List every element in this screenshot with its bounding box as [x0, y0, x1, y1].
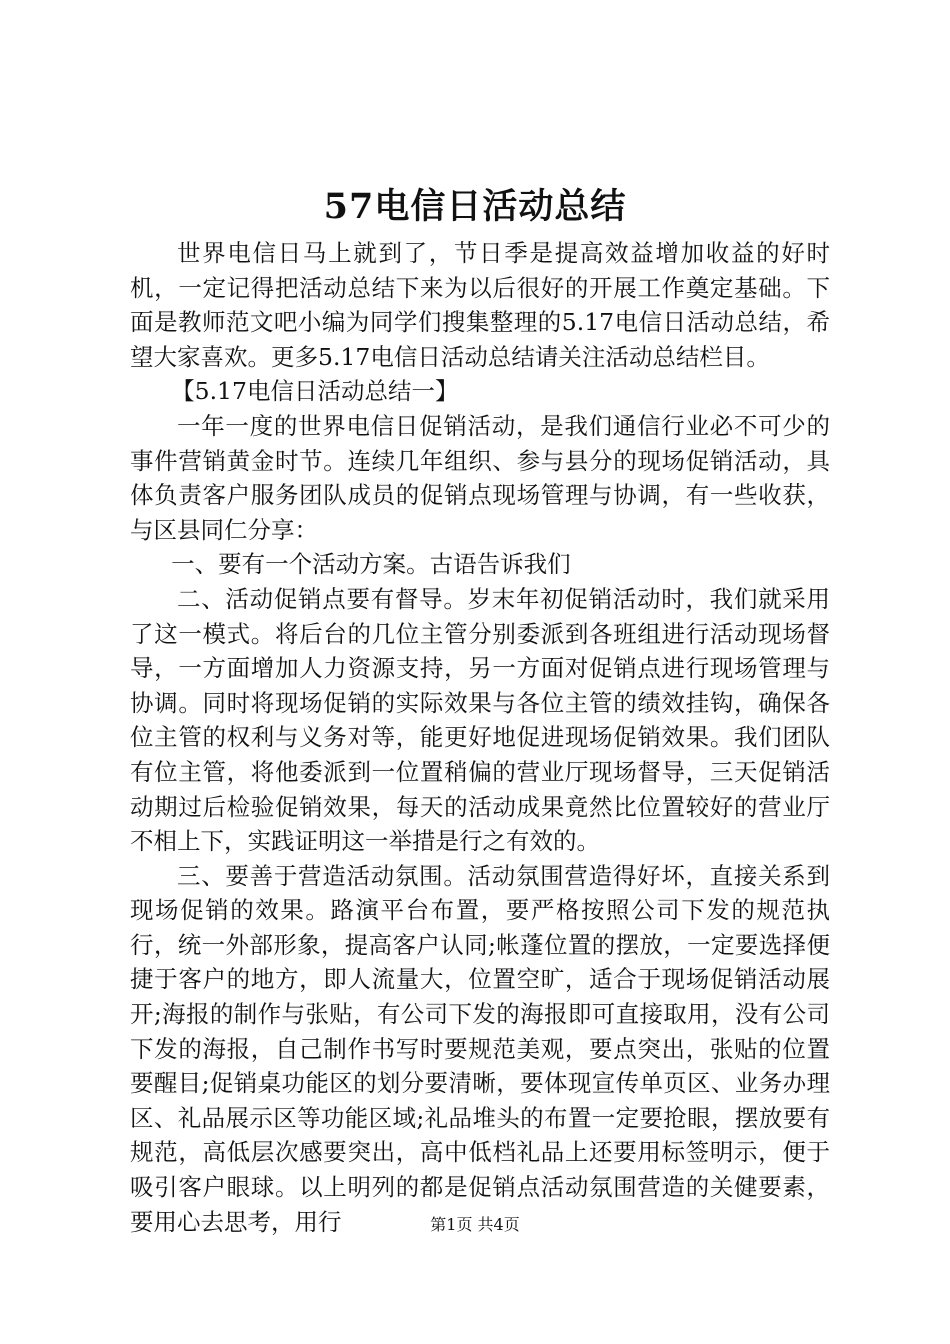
document-body — [130, 236, 830, 1239]
point-two-paragraph: 二、活动促销点要有督导。岁末年初促销活动时，我们就采用了这一模式。将后台的几位主管分别委派到各班组进行活动现场督导，一方面增加人力资源支持，另一方面对促销点进行现场管理与协调。同时将现场促销的实际效果与各位主管的绩效挂钩，确保各位主管的权利与义务对等，能更好地促进现场促销效果。我们团队有位主管，将他委派到一位置稍偏的营业厅现场督导，三天促销活动期过后检验促销效果，每天的活动成果竟然比位置较好的营业厅不相上下，实践证明这一举措是行之有效的。 — [130, 584, 830, 856]
page-footer: 第1页 共4页 — [430, 1215, 520, 1234]
intro-paragraph: 世界电信日马上就到了，节日季是提高效益增加收益的好时机，一定记得把活动总结下来为以后很好的开展工作奠定基础。下面是教师范文吧小编为同学们搜集整理的5.17电信日活动总结，希望大家喜欢。更多5.17电信日活动总结请关注活动总结栏目。 — [130, 239, 830, 371]
section-heading: 【5.17电信日活动总结一】 — [171, 377, 459, 406]
body-paragraph: 一年一度的世界电信日促销活动，是我们通信行业必不可少的事件营销黄金时节。连续几年组织、参与县分的现场促销活动，具体负责客户服务团队成员的促销点现场管理与协调，有一些收获，与区县同仁分享： — [130, 411, 830, 544]
point-one-paragraph: 一、要有一个活动方案。古语告诉我们 — [171, 550, 571, 579]
document-title: 57电信日活动总结 — [323, 186, 627, 227]
point-three-paragraph: 三、要善于营造活动氛围。活动氛围营造得好坏，直接关系到现场促销的效果。路演平台布置，要严格按照公司下发的规范执行，统一外部形象，提高客户认同;帐蓬位置的摆放，一定要选择便捷于客户的地方，即人流量大，位置空旷，适合于现场促销活动展开;海报的制作与张贴，有公司下发的海报即可直接取用，没有公司下发的海报，自己制作书写时要规范美观，要点突出，张贴的位置要醒目;促销桌功能区的划分要清晰，要体现宣传单页区、业务办理区、礼品展示区等功能区域;礼品堆头的布置一定要抢眼，摆放要有规范，高低层次感要突出，高中低档礼品上还要用标签明示，便于吸引客户眼球。以上明列的都是促销点活动氛围营造的关健要素，要用心去思考，用行 — [130, 861, 830, 1236]
